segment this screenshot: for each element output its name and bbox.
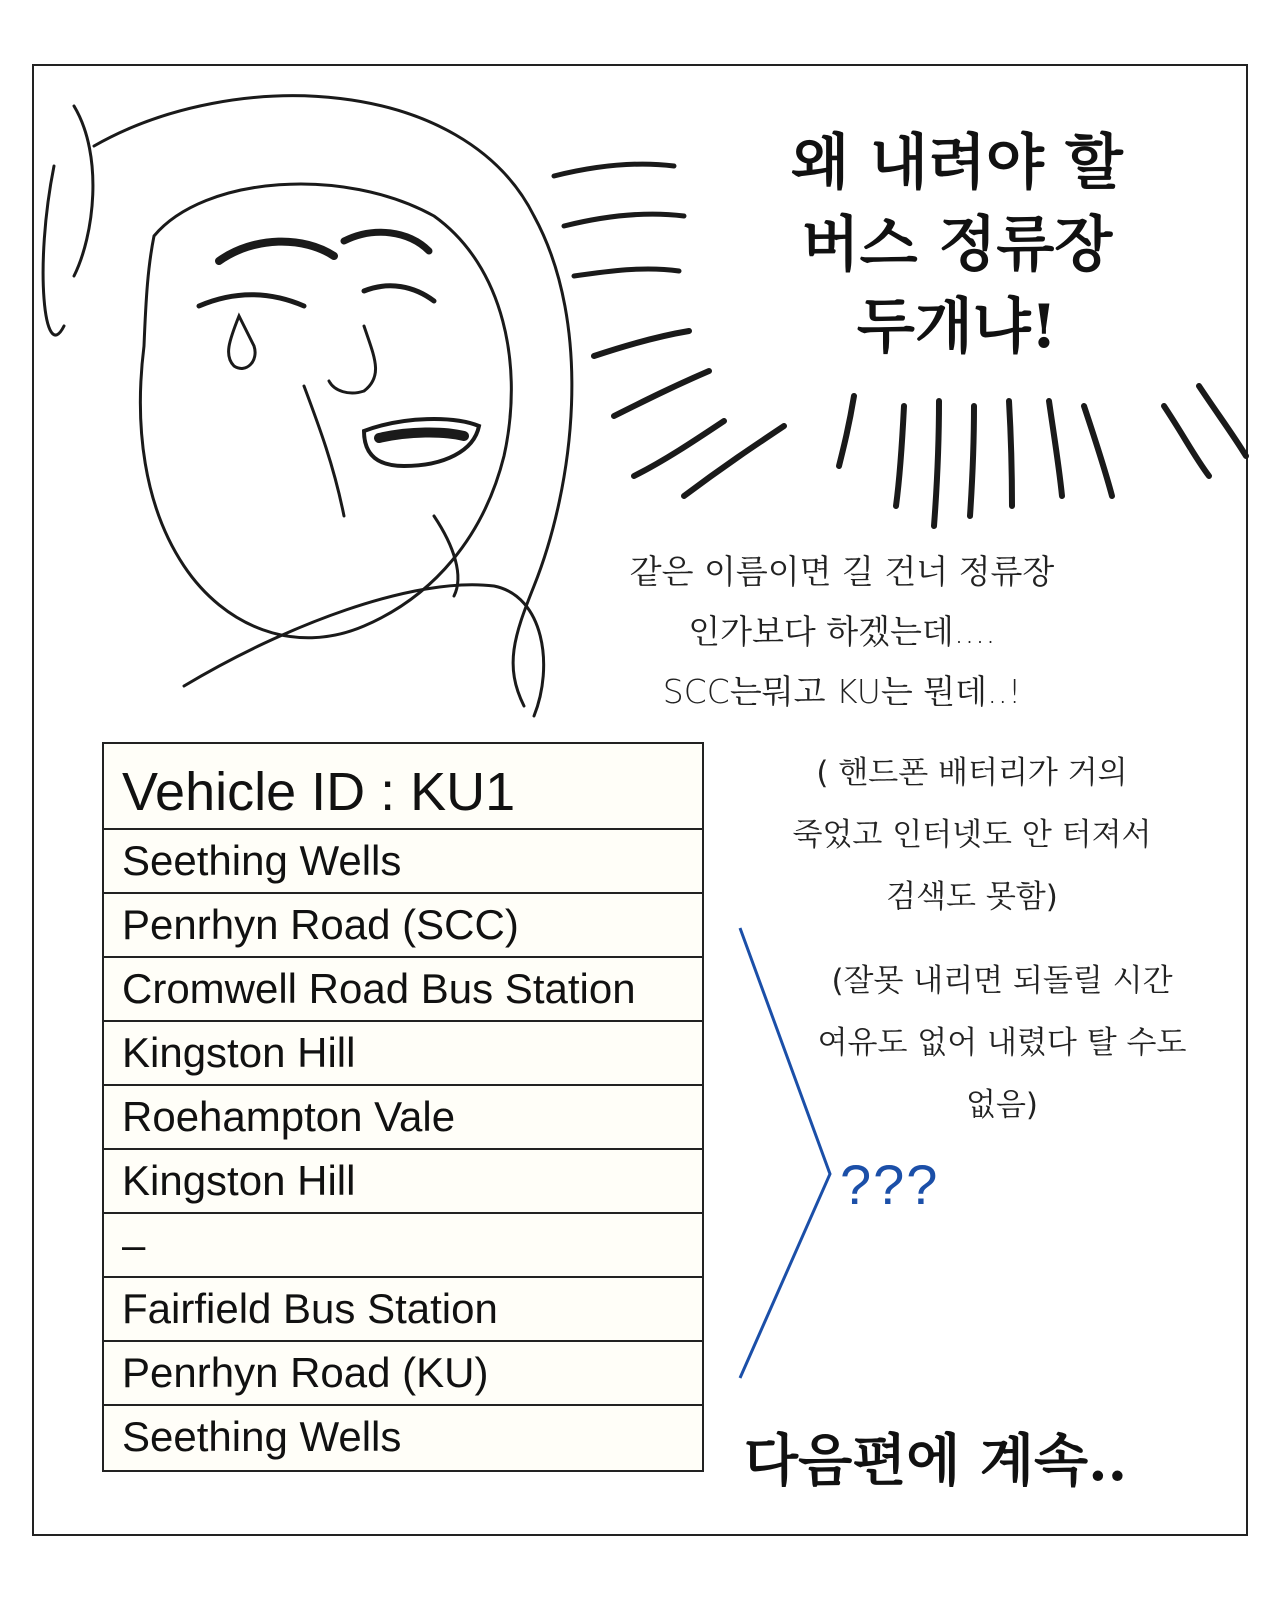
battery-note-line-2: 죽었고 인터넷도 안 터져서	[792, 817, 1152, 853]
to-be-continued: 다음편에 계속..	[744, 1428, 1128, 1494]
stop-row: Kingston Hill	[104, 1022, 702, 1086]
comic-panel	[32, 64, 1248, 1536]
thought-line-2: 인가보다 하겠는데....	[688, 612, 996, 651]
stop-row: Penrhyn Road (SCC)	[104, 894, 702, 958]
thought-line-1: 같은 이름이면 길 건너 정류장	[629, 552, 1055, 591]
question-marks: ???	[840, 1153, 940, 1216]
shout-line-3: 두개냐!	[856, 292, 1058, 362]
shout-line-2: 버스 정류장	[801, 210, 1113, 280]
time-note-line-2: 여유도 없어 내렸다 탈 수도	[817, 1025, 1187, 1061]
battery-note-line-1: ( 핸드폰 배터리가 거의	[816, 755, 1128, 791]
stop-row: Penrhyn Road (KU)	[104, 1342, 702, 1406]
battery-note-line-3: 검색도 못함)	[886, 879, 1058, 915]
stop-row: –	[104, 1214, 702, 1278]
time-note-line-3: 없음)	[966, 1087, 1038, 1123]
angle-bracket-icon	[732, 922, 852, 1392]
thought-line-3: SCC는뭐고 KU는 뭔데..!	[662, 672, 1022, 711]
battery-note	[762, 742, 1182, 928]
stop-row: Seething Wells	[104, 830, 702, 894]
vehicle-id-header: Vehicle ID : KU1	[104, 744, 702, 830]
time-note	[792, 950, 1212, 1136]
stop-row: Kingston Hill	[104, 1150, 702, 1214]
time-note-line-1: (잘못 내리면 되돌릴 시간	[831, 963, 1173, 999]
stop-row: Cromwell Road Bus Station	[104, 958, 702, 1022]
bus-stop-table	[102, 742, 704, 1472]
thought-text	[562, 542, 1122, 722]
stop-row: Seething Wells	[122, 1413, 402, 1460]
shout-text	[742, 122, 1172, 368]
stop-row: Fairfield Bus Station	[104, 1278, 702, 1342]
shout-line-1: 왜 내려야 할	[791, 128, 1123, 198]
stop-row: Roehampton Vale	[104, 1086, 702, 1150]
